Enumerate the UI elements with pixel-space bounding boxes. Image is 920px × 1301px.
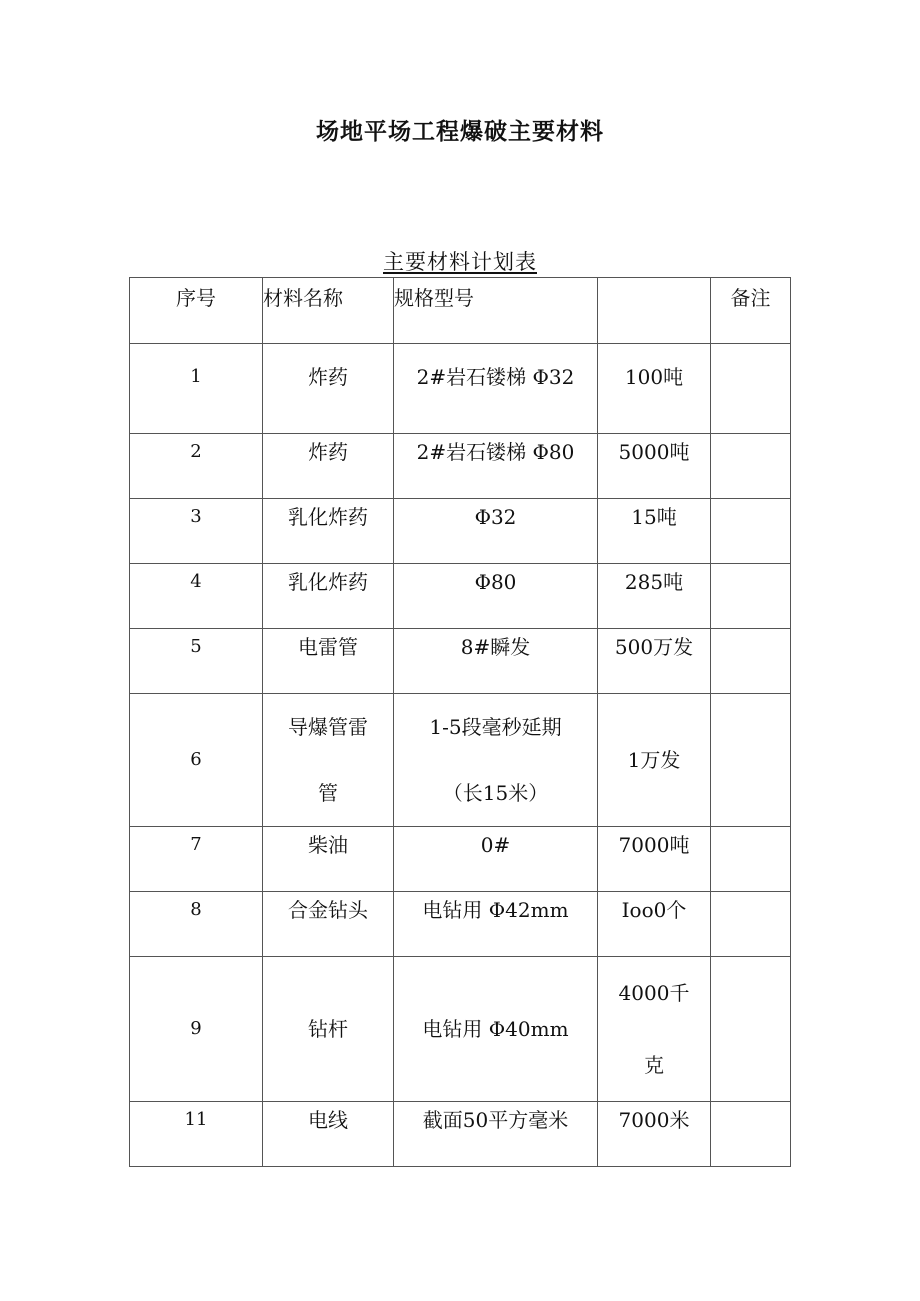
row-name: 电线 <box>263 1102 394 1167</box>
row-seq: 8 <box>130 892 263 957</box>
table-header-row <box>130 278 791 344</box>
row-seq: 4 <box>130 564 263 629</box>
row-name: 炸药 <box>263 434 394 499</box>
row-spec: 1-5段毫秒延期（长15米） <box>394 694 598 827</box>
row-note <box>711 1102 791 1167</box>
row-note <box>711 957 791 1102</box>
row-name: 合金钻头 <box>263 892 394 957</box>
row-spec: 2#岩石镂梯 Φ32 <box>394 344 598 434</box>
row-qty: 1万发 <box>598 694 711 827</box>
table-row <box>130 629 791 694</box>
row-qty: 4000千克 <box>598 957 711 1102</box>
row-name: 柴油 <box>263 827 394 892</box>
row-name: 钻杆 <box>263 957 394 1102</box>
materials-table <box>129 277 791 1167</box>
table-row <box>130 344 791 434</box>
row-name: 电雷管 <box>263 629 394 694</box>
table-row <box>130 434 791 499</box>
row-seq: 6 <box>130 694 263 827</box>
table-row <box>130 564 791 629</box>
row-spec: Φ32 <box>394 499 598 564</box>
row-spec: 0# <box>394 827 598 892</box>
row-qty: 7000吨 <box>598 827 711 892</box>
row-spec: 8#瞬发 <box>394 629 598 694</box>
header-qty <box>598 278 711 344</box>
header-seq: 序号 <box>130 278 263 344</box>
row-note <box>711 827 791 892</box>
row-seq: 5 <box>130 629 263 694</box>
row-spec: 电钻用 Φ42mm <box>394 892 598 957</box>
row-note <box>711 892 791 957</box>
document-title: 场地平场工程爆破主要材料 <box>316 119 604 145</box>
row-seq: 7 <box>130 827 263 892</box>
row-qty: 100吨 <box>598 344 711 434</box>
row-note <box>711 434 791 499</box>
row-seq: 1 <box>130 344 263 434</box>
header-spec: 规格型号 <box>394 278 598 344</box>
table-row <box>130 694 791 827</box>
table-caption <box>0 246 920 276</box>
row-seq: 9 <box>130 957 263 1102</box>
table-caption-text: 主要材料计划表 <box>383 250 537 274</box>
row-seq: 3 <box>130 499 263 564</box>
row-qty: 7000米 <box>598 1102 711 1167</box>
row-spec: 电钻用 Φ40mm <box>394 957 598 1102</box>
row-seq: 11 <box>130 1102 263 1167</box>
row-spec: 截面50平方毫米 <box>394 1102 598 1167</box>
row-name: 乳化炸药 <box>263 564 394 629</box>
row-qty: 5000吨 <box>598 434 711 499</box>
row-note <box>711 499 791 564</box>
row-name: 炸药 <box>263 344 394 434</box>
row-qty: Ioo0个 <box>598 892 711 957</box>
row-spec: Φ80 <box>394 564 598 629</box>
row-name: 导爆管雷管 <box>263 694 394 827</box>
row-note <box>711 694 791 827</box>
row-qty: 285吨 <box>598 564 711 629</box>
row-name: 乳化炸药 <box>263 499 394 564</box>
row-note <box>711 564 791 629</box>
row-seq: 2 <box>130 434 263 499</box>
table-row <box>130 957 791 1102</box>
table-row <box>130 827 791 892</box>
table-row <box>130 499 791 564</box>
row-spec: 2#岩石镂梯 Φ80 <box>394 434 598 499</box>
table-row <box>130 892 791 957</box>
row-note <box>711 629 791 694</box>
row-qty: 500万发 <box>598 629 711 694</box>
table-row <box>130 1102 791 1167</box>
row-note <box>711 344 791 434</box>
header-name: 材料名称 <box>263 278 394 344</box>
row-qty: 15吨 <box>598 499 711 564</box>
header-note: 备注 <box>711 278 791 344</box>
